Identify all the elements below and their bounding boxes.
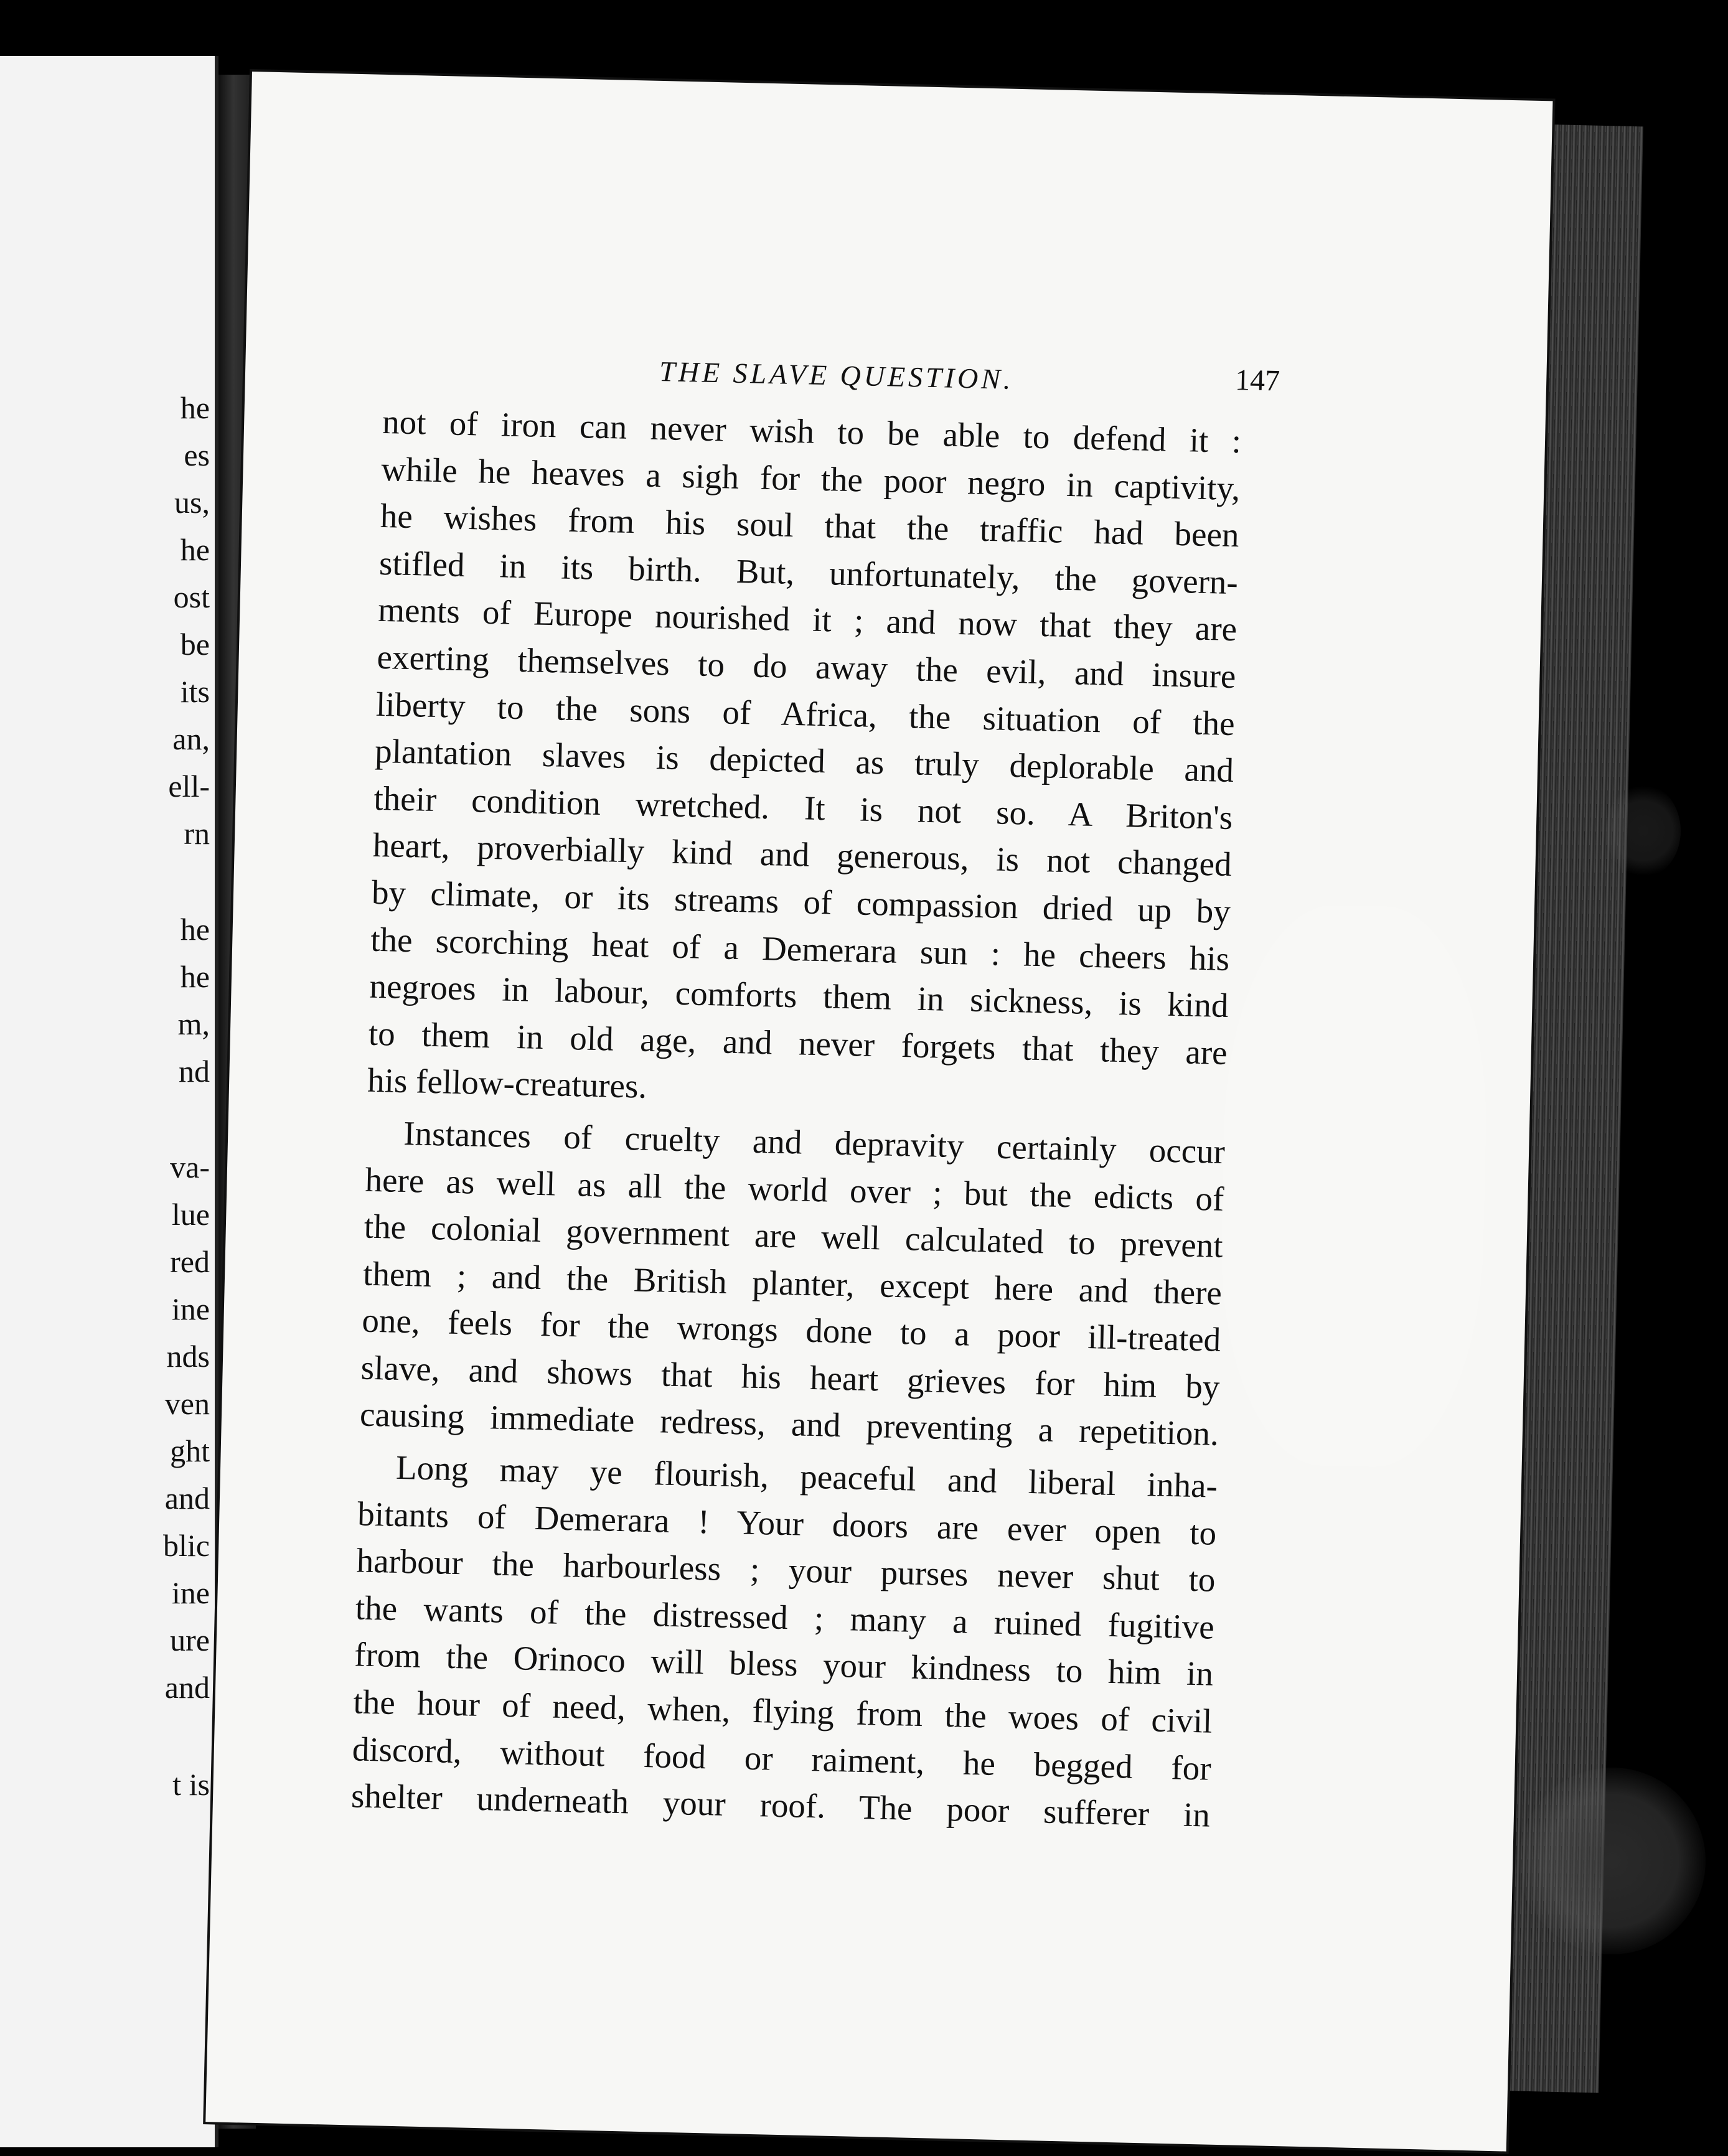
left-fragment: lue: [171, 1197, 210, 1232]
left-fragment: blic: [163, 1528, 210, 1563]
text-line: the colonial government are well calculated to prevent: [364, 1207, 1224, 1265]
left-fragment: va-: [170, 1150, 210, 1184]
left-fragment: nds: [166, 1339, 210, 1374]
text-line: Long may ye flourish, peaceful and liberal inha-: [395, 1448, 1218, 1505]
left-fragment: red: [170, 1244, 210, 1279]
text-line: the wants of the distressed ; many a ruined fugitive: [355, 1588, 1215, 1646]
text-line: the scorching heat of a Demerara sun : he cheers his: [370, 920, 1230, 978]
text-line: his fellow-creatures.: [367, 1061, 647, 1106]
left-fragment: he: [180, 912, 210, 947]
left-fragment: t is: [172, 1767, 210, 1802]
text-line: he wishes from his soul that the traffic had been: [380, 497, 1240, 555]
body-text: [350, 398, 1241, 1839]
ink-stain: [1519, 1768, 1706, 1954]
text-line: them ; and the British planter, except here and there: [362, 1254, 1223, 1312]
text-line: Instances of cruelty and depravity certainly occur: [403, 1113, 1226, 1171]
left-fragment: ure: [170, 1623, 210, 1657]
paragraph: [350, 1443, 1218, 1839]
left-fragment: he: [180, 390, 210, 425]
left-facing-page: [0, 56, 218, 2147]
text-line: liberty to the sons of Africa, the situation of the: [375, 685, 1236, 743]
page-number: 147: [1234, 363, 1280, 398]
left-fragment: ght: [170, 1433, 210, 1468]
left-fragment: es: [184, 438, 210, 472]
text-line: by climate, or its streams of compassion dried up by: [371, 873, 1231, 930]
left-fragment: he: [180, 532, 210, 567]
text-line: their condition wretched. It is not so. A Briton's: [373, 779, 1233, 837]
ink-stain: [1606, 784, 1681, 878]
left-fragment: ven: [164, 1386, 210, 1421]
page-smudge: [1217, 903, 1491, 1469]
left-fragment: ine: [171, 1575, 210, 1610]
left-fragment: ost: [173, 579, 210, 614]
left-fragment: us,: [174, 485, 210, 520]
left-fragment: ine: [171, 1291, 210, 1326]
text-line: exerting themselves to do away the evil, and insure: [377, 637, 1237, 696]
text-line: here as well as all the world over ; but the edicts of: [364, 1160, 1225, 1218]
left-fragment: m,: [177, 1006, 210, 1041]
left-fragment: be: [180, 627, 210, 662]
running-head: THE SLAVE QUESTION.: [659, 355, 1015, 395]
paragraph: [359, 1109, 1226, 1458]
text-line: bitants of Demerara ! Your doors are ever open to: [357, 1494, 1217, 1552]
text-line: plantation slaves is depicted as truly deplorable and: [374, 731, 1234, 790]
left-fragment: ell-: [168, 769, 210, 804]
left-fragment: and: [164, 1670, 210, 1705]
text-line: stifled in its birth. But, unfortunately, the govern-: [378, 543, 1239, 601]
left-fragment: nd: [179, 1054, 210, 1089]
text-line: slave, and shows that his heart grieves for him by: [360, 1348, 1221, 1406]
text-line: heart, proverbially kind and generous, is not changed: [372, 826, 1233, 884]
left-fragment: its: [180, 674, 210, 709]
text-line: discord, without food or raiment, he begged for: [352, 1729, 1212, 1788]
text-line: ments of Europe nourished it ; and now that they are: [377, 591, 1237, 649]
paragraph: [367, 398, 1241, 1123]
left-fragment: rn: [184, 816, 210, 851]
text-line: one, feels for the wrongs done to a poor ill-treated: [361, 1301, 1221, 1359]
text-line: to them in old age, and never forgets that they are: [368, 1014, 1228, 1072]
left-fragment: and: [164, 1481, 210, 1516]
left-fragment: he: [180, 959, 210, 994]
text-line: from the Orinoco will bless your kindness to him in: [354, 1635, 1214, 1694]
left-fragment: an,: [172, 721, 210, 756]
text-line: shelter underneath your roof. The poor sufferer in: [350, 1776, 1211, 1834]
text-line: not of iron can never wish to be able to defend it :: [382, 402, 1242, 461]
main-page: [205, 72, 1552, 2152]
text-line: causing immediate redress, and preventing a repetition.: [359, 1395, 1219, 1453]
text-line: harbour the harbourless ; your purses never shut to: [356, 1541, 1216, 1599]
text-line: the hour of need, when, flying from the woes of civil: [352, 1682, 1213, 1740]
text-line: while he heaves a sigh for the poor negro in captivity,: [380, 449, 1241, 507]
text-line: negroes in labour, comforts them in sickness, is kind: [369, 967, 1229, 1025]
